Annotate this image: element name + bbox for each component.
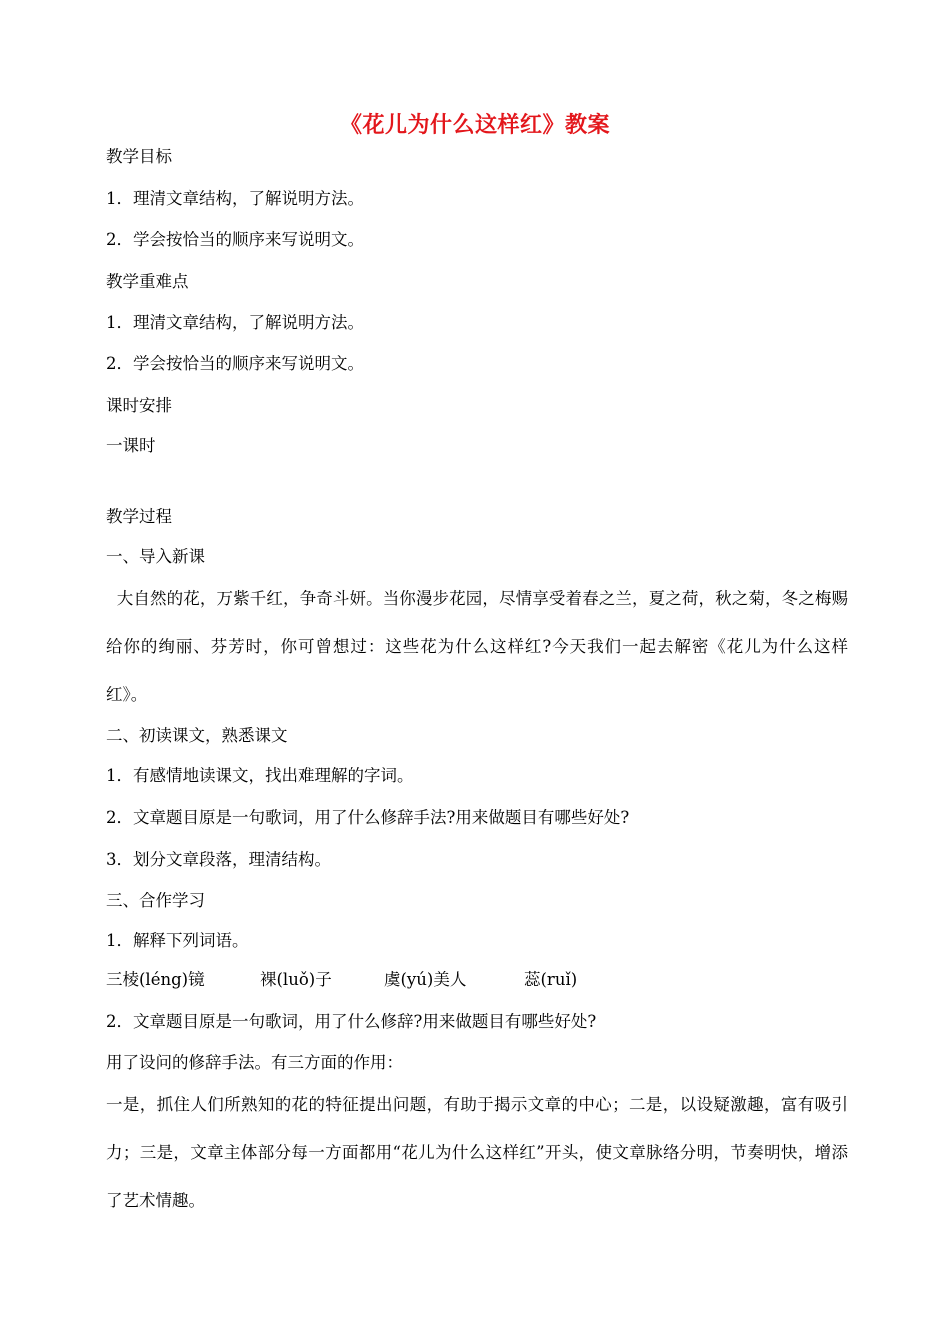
schedule-value: 一课时 bbox=[106, 436, 156, 455]
part2-heading: 二、初读课文，熟悉课文 bbox=[106, 726, 288, 745]
part3-heading: 三、合作学习 bbox=[106, 891, 205, 910]
vocab-term: 虞(yú)美人 bbox=[384, 970, 467, 989]
part3-item-1: 1．解释下列词语。 bbox=[106, 931, 249, 950]
answer-paragraph: 一是，抓住人们所熟知的花的特征提出问题，有助于揭示文章的中心；二是，以设疑激趣，富有吸引力；三是，文章主体部分每一方面都用“花儿为什么这样红”开头，使文章脉络分明，节奏明快，增添了艺术情趣。 bbox=[106, 1095, 848, 1210]
difficulty-item-2: 2．学会按恰当的顺序来写说明文。 bbox=[106, 354, 364, 373]
part1-heading: 一、导入新课 bbox=[106, 547, 205, 566]
document-title: 《花儿为什么这样红》教案 bbox=[339, 113, 610, 138]
schedule-heading: 课时安排 bbox=[106, 396, 172, 415]
vocab-term: 裸(luǒ)子 bbox=[260, 970, 332, 989]
goal-item-2: 2．学会按恰当的顺序来写说明文。 bbox=[106, 230, 364, 249]
process-heading: 教学过程 bbox=[106, 507, 172, 526]
part2-item-2: 2．文章题目原是一句歌词，用了什么修辞手法?用来做题目有哪些好处? bbox=[106, 808, 630, 827]
vocab-term: 三棱(léng)镜 bbox=[106, 970, 205, 989]
part1-paragraph: 大自然的花，万紫千红，争奇斗妍。当你漫步花园，尽情享受着春之兰，夏之荷，秋之菊，冬之梅赐给你的绚丽、芬芳时，你可曾想过：这些花为什么这样红?今天我们一起去解密《花儿为什么这样红》。 bbox=[106, 589, 848, 704]
difficulty-heading: 教学重难点 bbox=[106, 272, 189, 291]
answer-intro: 用了设问的修辞手法。有三方面的作用： bbox=[106, 1053, 403, 1072]
goal-item-1: 1．理清文章结构，了解说明方法。 bbox=[106, 189, 364, 208]
difficulty-item-1: 1．理清文章结构，了解说明方法。 bbox=[106, 313, 364, 332]
part2-item-3: 3．划分文章段落，理清结构。 bbox=[106, 850, 331, 869]
part2-item-1: 1．有感情地读课文，找出难理解的字词。 bbox=[106, 766, 414, 785]
vocab-list bbox=[106, 968, 577, 992]
part3-item-2: 2．文章题目原是一句歌词，用了什么修辞?用来做题目有哪些好处? bbox=[106, 1012, 597, 1031]
vocab-term: 蕊(ruǐ) bbox=[524, 970, 578, 989]
goals-heading: 教学目标 bbox=[106, 147, 172, 166]
